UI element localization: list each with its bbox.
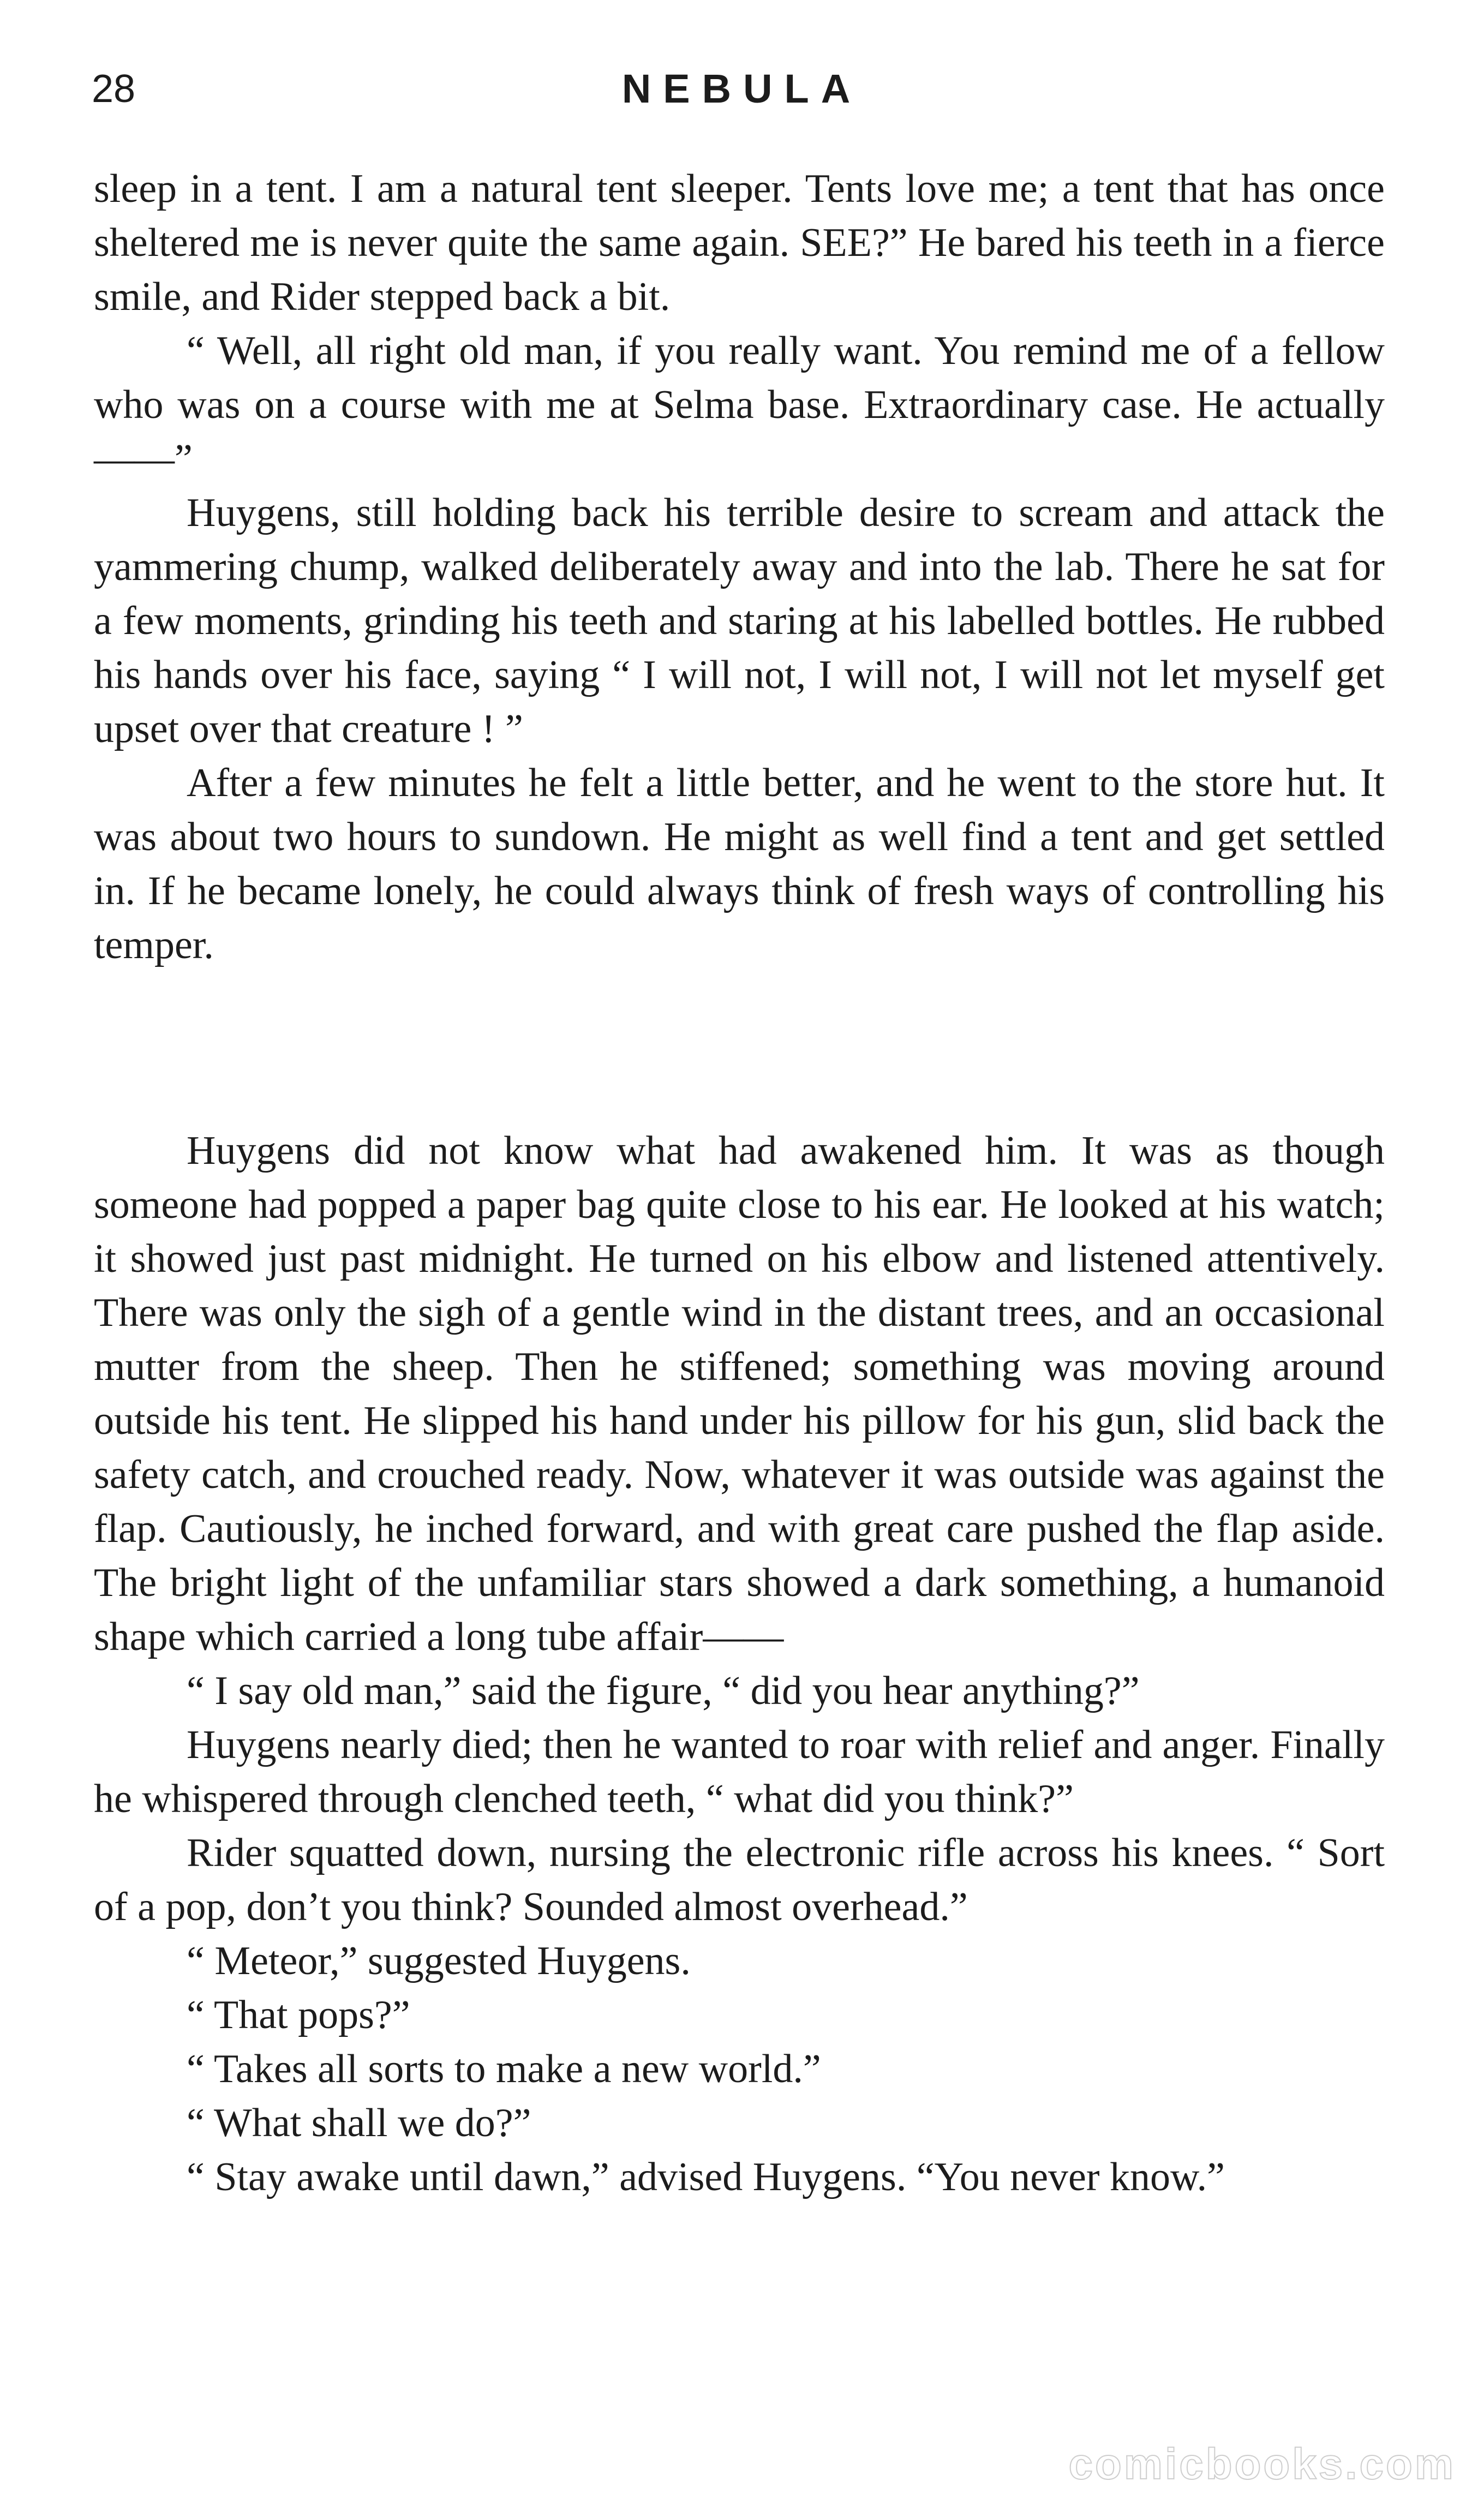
paragraph: Huygens nearly died; then he wanted to roar with relief and anger. Finally he whispered through clenched teeth, “ what did you think?” (94, 1723, 1385, 1821)
paragraph: “ Takes all sorts to make a new world.” (187, 2047, 821, 2091)
paragraph: “ What shall we do?” (187, 2101, 531, 2145)
paragraph: “ Well, all right old man, if you really want. You remind me of a fellow who was on a course with me at Selma base. Extraordinary case. He actually——” (94, 328, 1385, 481)
paragraph: “ Meteor,” suggested Huygens. (187, 1939, 691, 1983)
watermark-logo: comicbooks.com (1068, 2440, 1456, 2488)
paragraph: After a few minutes he felt a little better, and he went to the store hut. It was about two hours to sundown. He might as well find a tent and get settled in. If he became lonely, he could always think of fresh ways of controlling his temper. (94, 761, 1385, 967)
paragraph: “ I say old man,” said the figure, “ did you hear anything?” (187, 1669, 1140, 1713)
paragraph: Huygens did not know what had awakened him. It was as though someone had popped a paper bag quite close to his ear. He looked at his watch; it showed just past midnight. He turned on his elbow and listened attentively. There was only the sigh of a gentle wind in the distant trees, and an occasional mutter from the sheep. Then he stiffened; something was moving around outside his tent. He slipped his hand under his pillow for his gun, slid back the safety catch, and crouched ready. Now, whatever it was outside was against the flap. Cautiously, he inched forward, and with great care pushed the flap aside. The bright light of the unfamiliar stars showed a dark something, a humanoid shape which carried a long tube affair—— (94, 1128, 1385, 1659)
running-title: NEBULA (621, 66, 863, 111)
text-section-1 (94, 162, 1385, 972)
text-section-2 (94, 1124, 1385, 2204)
page-number: 28 (92, 67, 136, 111)
paragraph: Rider squatted down, nursing the electronic rifle across his knees. “ Sort of a pop, don’t you think? Sounded almost overhead.” (94, 1831, 1385, 1929)
paragraph: “ Stay awake until dawn,” advised Huygens. “You never know.” (187, 2155, 1225, 2199)
paragraph: sleep in a tent. I am a natural tent sleeper. Tents love me; a tent that has once sheltered me is never quite the same again. SEE?” He bared his teeth in a fierce smile, and Rider stepped back a bit. (94, 166, 1385, 319)
paragraph: “ That pops?” (187, 1993, 410, 2037)
paragraph: Huygens, still holding back his terrible desire to scream and attack the yammering chump, walked deliberately away and into the lab. There he sat for a few moments, grinding his teeth and staring at his labelled bottles. He rubbed his hands over his face, saying “ I will not, I will not, I will not let myself get upset over that creature ! ” (94, 491, 1385, 751)
